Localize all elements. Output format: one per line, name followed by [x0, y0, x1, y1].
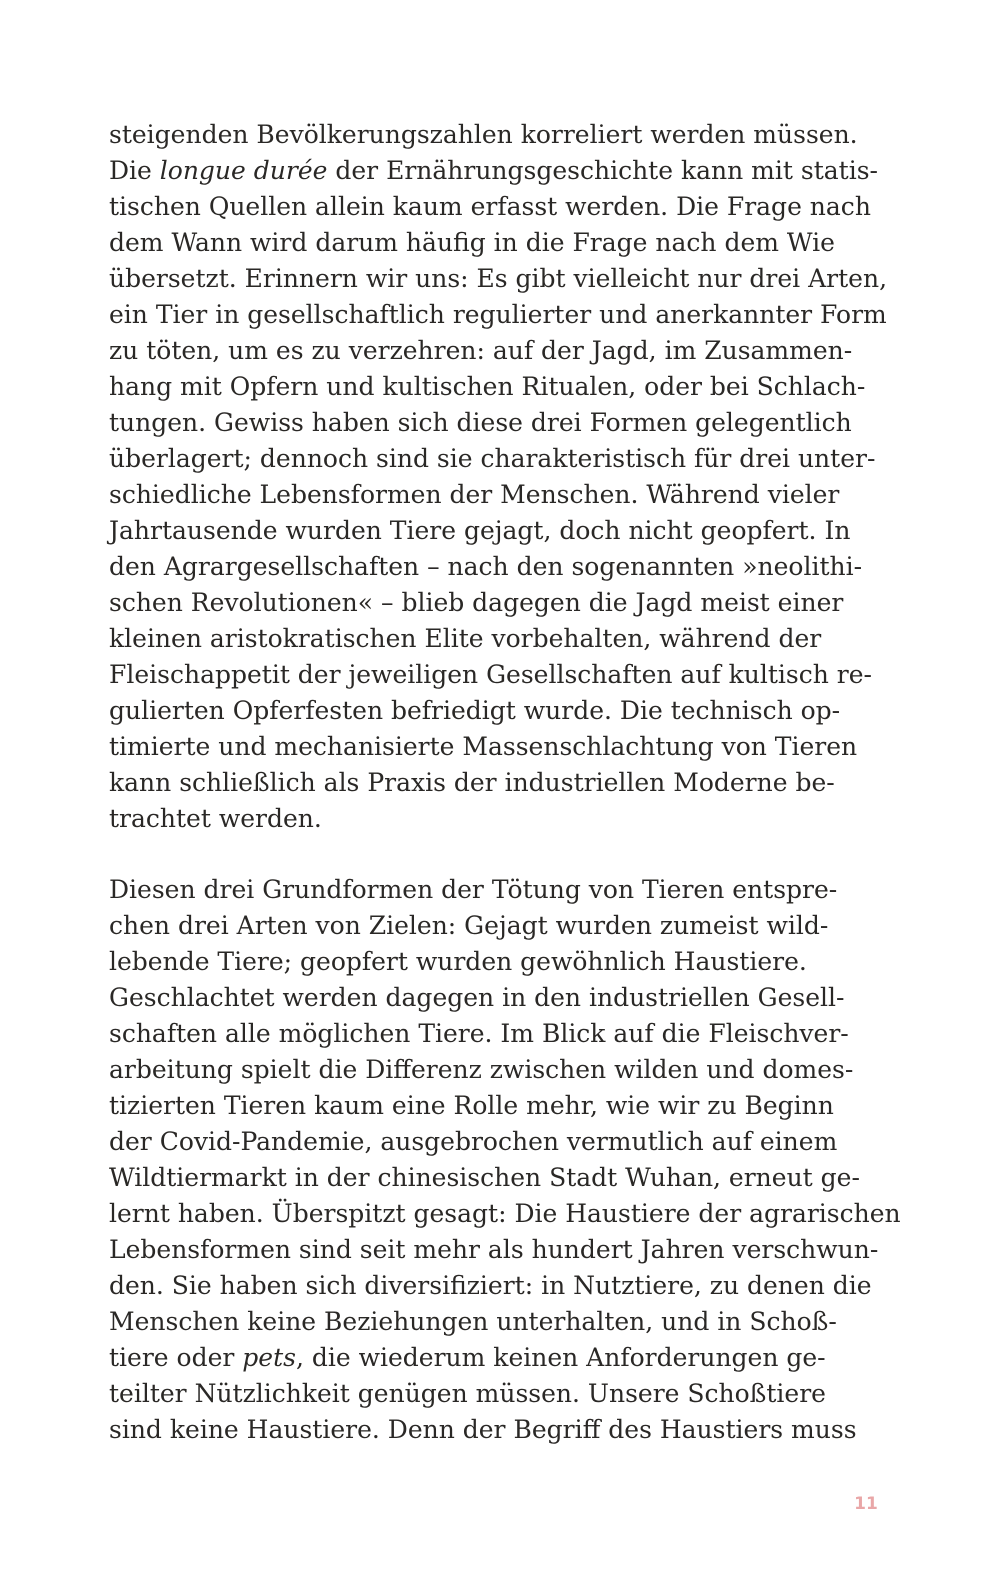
text-run: lebende Tiere; geopfert wurden gewöhnlich Haustiere.	[109, 947, 807, 976]
text-line	[109, 189, 871, 225]
text-line	[109, 908, 829, 944]
text-line	[109, 1412, 857, 1448]
text-line	[109, 1124, 838, 1160]
text-line	[109, 1376, 826, 1412]
text-run: ein Tier in gesellschaftlich regulierter und anerkannter Form	[109, 300, 887, 329]
text-run: Jahrtausende wurden Tiere gejagt, doch nicht geopfert. In	[109, 516, 851, 545]
text-run: den. Sie haben sich diversifiziert: in Nutztiere, zu denen die	[109, 1271, 872, 1300]
text-line	[109, 872, 838, 908]
text-run: kann schließlich als Praxis der industriellen Moderne be-	[109, 768, 835, 797]
text-line	[109, 261, 888, 297]
text-run: teilter Nützlichkeit genügen müssen. Unsere Schoßtiere	[109, 1379, 826, 1408]
text-line	[109, 477, 840, 513]
text-run: den Agrargesellschaften – nach den sogenannten »neolithi-	[109, 552, 863, 581]
text-run: schaften alle möglichen Tiere. Im Blick auf die Fleischver-	[109, 1019, 849, 1048]
italic-text: pets	[242, 1343, 296, 1372]
text-line	[109, 729, 858, 765]
text-run: lernt haben. Überspitzt gesagt: Die Haustiere der agrarischen	[109, 1199, 901, 1228]
text-run: Geschlachtet werden dagegen in den industriellen Gesell-	[109, 983, 845, 1012]
text-run: chen drei Arten von Zielen: Gejagt wurden zumeist wild-	[109, 911, 829, 940]
text-line	[109, 1232, 879, 1268]
text-run: gulierten Opferfesten befriedigt wurde. Die technisch op-	[109, 696, 841, 725]
text-line	[109, 944, 807, 980]
text-run: schiedliche Lebensformen der Menschen. Während vieler	[109, 480, 840, 509]
text-line	[109, 1196, 901, 1232]
text-run: tungen. Gewiss haben sich diese drei Formen gelegentlich	[109, 408, 852, 437]
text-run: arbeitung spielt die Differenz zwischen wilden und domes-	[109, 1055, 854, 1084]
text-line	[109, 657, 873, 693]
text-line	[109, 1088, 834, 1124]
text-run: trachtet werden.	[109, 804, 322, 833]
text-line	[109, 225, 835, 261]
text-run: Lebensformen sind seit mehr als hundert Jahren verschwun-	[109, 1235, 879, 1264]
text-run: übersetzt. Erinnern wir uns: Es gibt vielleicht nur drei Arten,	[109, 264, 888, 293]
text-line	[109, 1160, 860, 1196]
text-line	[109, 585, 844, 621]
text-line	[109, 1268, 872, 1304]
text-run: kleinen aristokratischen Elite vorbehalten, während der	[109, 624, 822, 653]
text-run: tizierten Tieren kaum eine Rolle mehr, wie wir zu Beginn	[109, 1091, 834, 1120]
text-line	[109, 765, 835, 801]
text-run: Diesen drei Grundformen der Tötung von Tieren entspre-	[109, 875, 838, 904]
text-line	[109, 980, 845, 1016]
text-run: , die wiederum keinen Anforderungen ge-	[295, 1343, 826, 1372]
text-line	[109, 621, 822, 657]
text-line	[109, 693, 841, 729]
text-run: der Ernährungsgeschichte kann mit statis-	[327, 156, 878, 185]
text-run: tiere oder	[109, 1343, 243, 1372]
italic-text: longue durée	[159, 156, 328, 185]
text-run: steigenden Bevölkerungszahlen korreliert werden müssen.	[109, 120, 858, 149]
text-line	[109, 513, 851, 549]
text-run: Wildtiermarkt in der chinesischen Stadt Wuhan, erneut ge-	[109, 1163, 860, 1192]
paragraph	[109, 872, 901, 1448]
paragraph	[109, 117, 888, 837]
text-line	[109, 405, 852, 441]
text-line	[109, 153, 878, 189]
text-run: Menschen keine Beziehungen unterhalten, und in Schoß-	[109, 1307, 837, 1336]
text-line	[109, 1016, 849, 1052]
text-line	[109, 801, 781, 837]
text-run: timierte und mechanisierte Massenschlachtung von Tieren	[109, 732, 858, 761]
text-run: Fleischappetit der jeweiligen Gesellschaften auf kultisch re-	[109, 660, 873, 689]
text-run: schen Revolutionen« – blieb dagegen die Jagd meist einer	[109, 588, 844, 617]
text-run: sind keine Haustiere. Denn der Begriff des Haustiers muss	[109, 1415, 857, 1444]
text-run: tischen Quellen allein kaum erfasst werden. Die Frage nach	[109, 192, 871, 221]
text-line	[109, 1304, 837, 1340]
text-run: hang mit Opfern und kultischen Ritualen, oder bei Schlach-	[109, 372, 866, 401]
text-run: Die	[109, 156, 160, 185]
page-number: 11	[854, 1494, 878, 1514]
text-run: dem Wann wird darum häufig in die Frage nach dem Wie	[109, 228, 835, 257]
text-run: der Covid-Pandemie, ausgebrochen vermutlich auf einem	[109, 1127, 838, 1156]
text-line	[109, 333, 853, 369]
text-line	[109, 441, 876, 477]
text-line	[109, 369, 866, 405]
text-line	[109, 1340, 826, 1376]
text-run: überlagert; dennoch sind sie charakteristisch für drei unter-	[109, 444, 876, 473]
text-run: zu töten, um es zu verzehren: auf der Jagd, im Zusammen-	[109, 336, 853, 365]
text-line	[109, 549, 863, 585]
text-line	[109, 297, 887, 333]
text-line	[109, 1052, 854, 1088]
text-line	[109, 117, 858, 153]
